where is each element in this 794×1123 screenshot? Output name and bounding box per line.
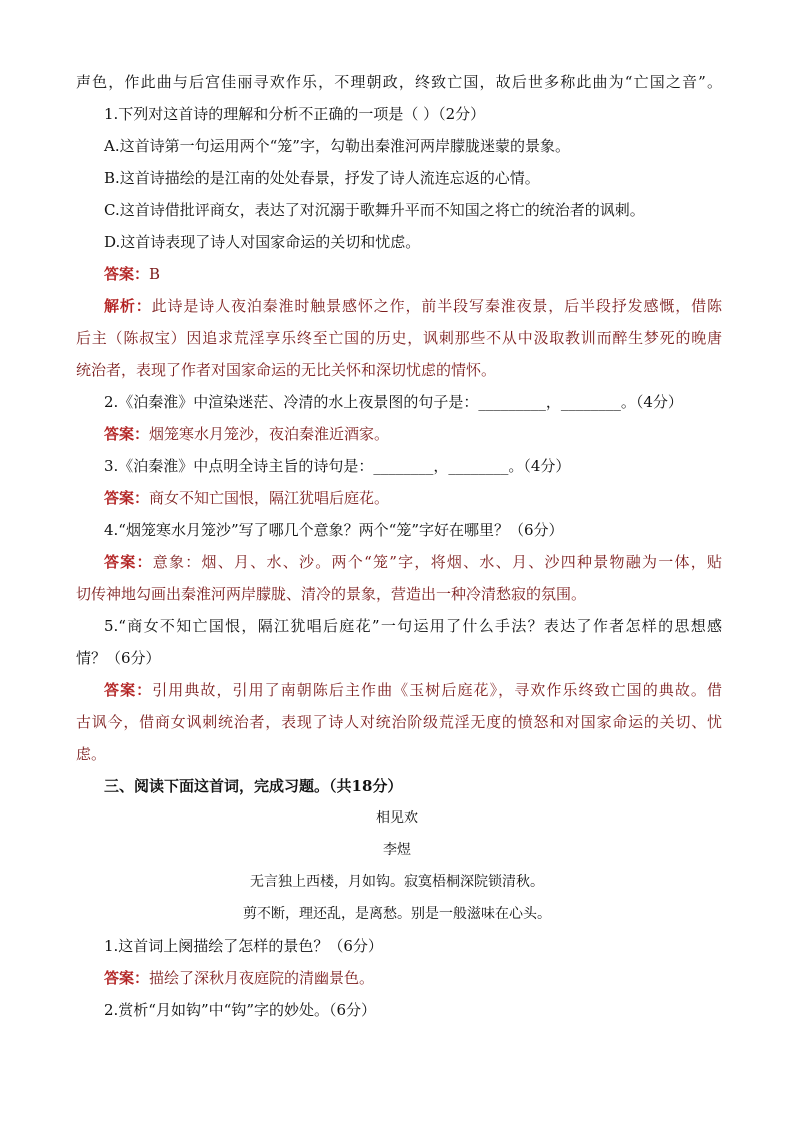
answer-3 — [0, 488, 794, 508]
section-heading: 三、阅读下面这首词，完成习题。（共18分） — [104, 777, 403, 795]
question-5-continuation: 情？（6分） — [76, 649, 161, 667]
answer-label: 答案： — [104, 425, 150, 443]
paragraph-continuation: 声色，作此曲与后宫佳丽寻欢作乐，不理朝政，终致亡国，故后世多称此曲为“亡国之音”。 — [76, 73, 722, 91]
answer-3-1 — [0, 968, 794, 988]
question-4: 4.“烟笼寒水月笼沙”写了哪几个意象？两个“笼”字好在哪里？（6分） — [104, 521, 564, 539]
option-b: B.这首诗描绘的是江南的处处春景，抒发了诗人流连忘返的心情。 — [104, 169, 540, 187]
answer-text: 烟笼寒水月笼沙，夜泊秦淮近酒家。 — [149, 425, 390, 443]
analysis-continuation: 后主（陈叔宝）因追求荒淫享乐终至亡国的历史，讽刺那些不从中汲取教训而醉生梦死的晚唐 — [76, 329, 722, 347]
option-a: A.这首诗第一句运用两个“笼”字，勾勒出秦淮河两岸朦胧迷蒙的景象。 — [104, 137, 570, 155]
option-c: C.这首诗借批评商女，表达了对沉溺于歌舞升平而不知国之将亡的统治者的讽刺。 — [104, 201, 645, 219]
answer-text: 描绘了深秋月夜庭院的清幽景色。 — [149, 969, 375, 987]
answer-4 — [0, 552, 794, 572]
answer-text: 意象：烟、月、水、沙。两个“笼”字，将烟、水、月、沙四种景物融为一体，贴 — [152, 553, 722, 571]
analysis-1 — [0, 296, 794, 316]
answer-1 — [0, 264, 794, 284]
question-1: 1.下列对这首诗的理解和分析不正确的一项是（ ）（2分） — [104, 105, 486, 123]
question-3-1: 1.这首词上阕描绘了怎样的景色？（6分） — [104, 937, 383, 955]
option-d: D.这首诗表现了诗人对国家命运的关切和忧虑。 — [104, 233, 421, 251]
answer-text: 商女不知亡国恨，隔江犹唱后庭花。 — [149, 489, 390, 507]
poem-author: 李煜 — [383, 842, 411, 858]
answer-5 — [0, 680, 794, 700]
analysis-label: 解析： — [104, 297, 152, 315]
answer-continuation: 切传神地勾画出秦淮河两岸朦胧、清冷的景象，营造出一种冷清愁寂的氛围。 — [76, 585, 587, 603]
poem-title: 相见欢 — [376, 810, 418, 826]
answer-label: 答案： — [104, 681, 153, 699]
analysis-continuation: 统治者，表现了作者对国家命运的无比关怀和深切忧虑的情怀。 — [76, 361, 497, 379]
poem-line: 无言独上西楼，月如钩。寂寞梧桐深院锁清秋。 — [250, 874, 544, 890]
poem-line: 剪不断，理还乱，是离愁。别是一般滋味在心头。 — [243, 906, 551, 922]
analysis-text: 此诗是诗人夜泊秦淮时触景感怀之作，前半段写秦淮夜景，后半段抒发感慨，借陈 — [151, 297, 722, 315]
answer-label: 答案： — [104, 553, 153, 571]
answer-continuation: 古讽今，借商女讽刺统治者，表现了诗人对统治阶级荒淫无度的愤怒和对国家命运的关切、忧 — [76, 713, 722, 731]
question-3-2: 2.赏析“月如钩”中“钩”字的妙处。（6分） — [104, 1001, 377, 1019]
answer-label: 答案： — [104, 265, 150, 283]
answer-text: B — [149, 265, 161, 283]
answer-label: 答案： — [104, 969, 150, 987]
answer-label: 答案： — [104, 489, 150, 507]
question-5: 5.“商女不知亡国恨，隔江犹唱后庭花”一句运用了什么手法？表达了作者怎样的思想感 — [104, 617, 722, 635]
answer-2 — [0, 424, 794, 444]
question-3: 3.《泊秦淮》中点明全诗主旨的诗句是：________，________。（4分） — [104, 457, 571, 475]
answer-text: 引用典故，引用了南朝陈后主作曲《玉树后庭花》，寻欢作乐终致亡国的典故。借 — [152, 681, 722, 699]
question-2: 2.《泊秦淮》中渲染迷茫、冷清的水上夜景图的句子是：_________，________。（4分） — [104, 393, 683, 411]
answer-continuation: 虑。 — [76, 745, 107, 763]
